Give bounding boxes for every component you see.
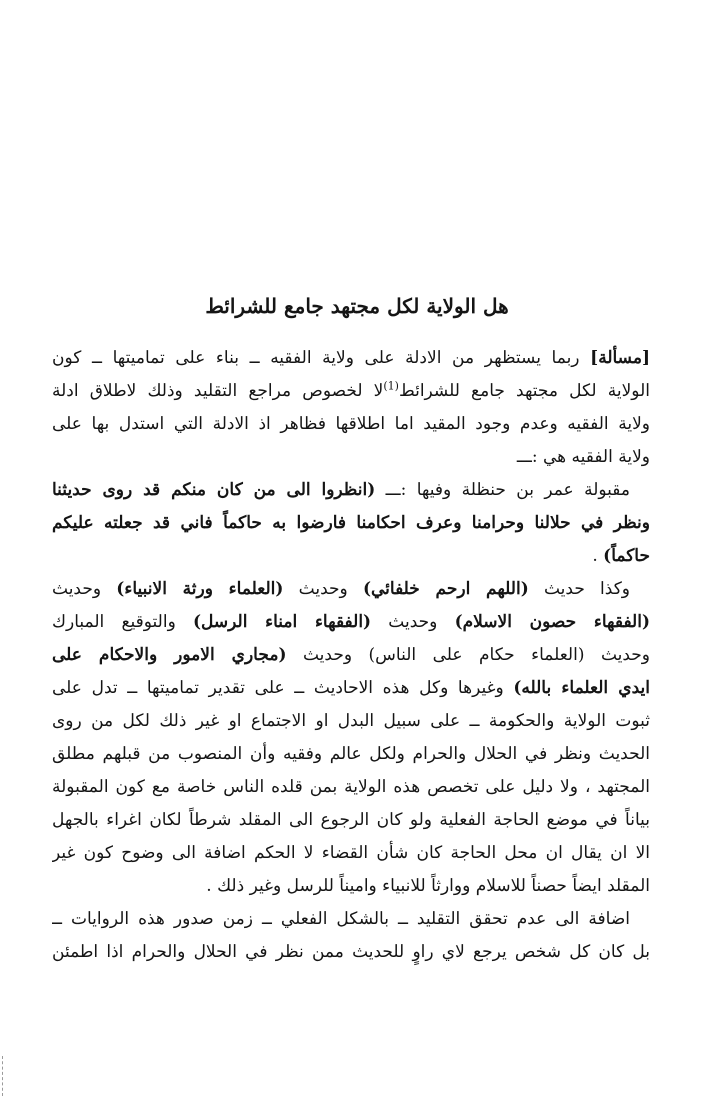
text-segment: الولاية لكل مجتهد جامع للشرائط bbox=[398, 381, 650, 401]
text-segment: وغيرها وكل هذه الاحاديث ــ على تقدير تماميتها ــ تدل على bbox=[52, 678, 504, 698]
text-line: ولاية الفقيه وعدم وجود المقيد اما اطلاقها فظاهر اذ الادلة التي استدل بها على bbox=[52, 414, 650, 434]
text-segment: وحديث bbox=[388, 612, 438, 632]
text-line bbox=[52, 540, 650, 573]
quoted-hadith: (مجاري الامور والاحكام على bbox=[52, 645, 287, 665]
text-line bbox=[52, 639, 650, 672]
body-text bbox=[52, 342, 650, 969]
text-line: ونظر في حلالنا وحرامنا وعرف احكامنا فارضوا به حاكماً فاني قد جعلته عليكم bbox=[52, 513, 650, 533]
text-segment: والتوقيع المبارك bbox=[52, 612, 176, 632]
text-segment: وكذا حديث bbox=[543, 579, 631, 599]
quoted-hadith: حاكماً) bbox=[603, 546, 650, 566]
text-line: بياناً في موضع الحاجة الفعلية ولو كان الرجوع الى المقلد شرطاً لكان اغراء بالجهل bbox=[52, 810, 650, 830]
quoted-hadith: (الفقهاء امناء الرسل) bbox=[192, 612, 372, 632]
text-line: المقلد ايضاً حصناً للاسلام ووارثاً للانبياء واميناً للرسل وغير ذلك . bbox=[206, 876, 650, 896]
section-heading: هل الولاية لكل مجتهد جامع للشرائط bbox=[205, 294, 509, 318]
text-segment: وحديث (العلماء حكام على الناس) وحديث bbox=[302, 645, 650, 665]
text-segment: مقبولة عمر بن حنظلة وفيها :ـــ bbox=[385, 480, 630, 500]
text-line: ولاية الفقيه هي :ـــ bbox=[516, 447, 650, 467]
quoted-hadith: (الفقهاء حصون الاسلام) bbox=[454, 612, 650, 632]
text-line: المجتهد ، ولا دليل على تخصص هذه الولاية بمن قلده الناس خاصة مع كون المقبولة bbox=[52, 777, 650, 797]
text-segment: لا لخصوص مراجع التقليد وذلك لاطلاق ادلة bbox=[52, 381, 384, 401]
text-segment: وحديث bbox=[298, 579, 348, 599]
text-line: اضافة الى عدم تحقق التقليد ــ بالشكل الفعلي ــ زمن صدور هذه الروايات ــ bbox=[52, 909, 630, 929]
text-line: ثبوت الولاية والحكومة ــ على سبيل البدل او الاجتماع او غير ذلك لكل من روى bbox=[52, 711, 650, 731]
quoted-hadith: (العلماء ورثة الانبياء) bbox=[116, 579, 284, 599]
text-line: الحديث ونظر في الحلال والحرام ولكل عالم وفقيه وأن المنصوب من قبلهم مطلق bbox=[52, 744, 650, 764]
text-line: الا ان يقال ان محل الحاجة كان شأن القضاء لا الحكم اضافة الى وضوح كون غير bbox=[52, 843, 650, 863]
text-line bbox=[52, 342, 650, 375]
footnote-reference: (1) bbox=[383, 379, 399, 393]
text-line bbox=[52, 606, 650, 639]
quoted-hadith: (اللهم ارحم خلفائي) bbox=[362, 579, 529, 599]
text-line bbox=[52, 375, 650, 408]
scan-margin-mark bbox=[2, 1056, 4, 1096]
text-segment: ربما يستظهر من الادلة على ولاية الفقيه ــ بناء على تماميتها ــ كون bbox=[52, 348, 580, 368]
text-line bbox=[52, 474, 650, 507]
quoted-hadith: ايدي العلماء بالله) bbox=[513, 678, 650, 698]
text-line bbox=[52, 573, 650, 606]
issue-label: [مسألة] bbox=[590, 348, 650, 368]
text-segment: وحديث bbox=[52, 579, 102, 599]
text-segment: . bbox=[592, 546, 598, 566]
text-line: بل كان كل شخص يرجع لاي راوٍ للحديث ممن نظر في الحلال والحرام اذا اطمئن bbox=[52, 942, 650, 962]
text-line bbox=[52, 672, 650, 705]
quoted-hadith: (انظروا الى من كان منكم قد روى حديثنا bbox=[52, 480, 376, 500]
